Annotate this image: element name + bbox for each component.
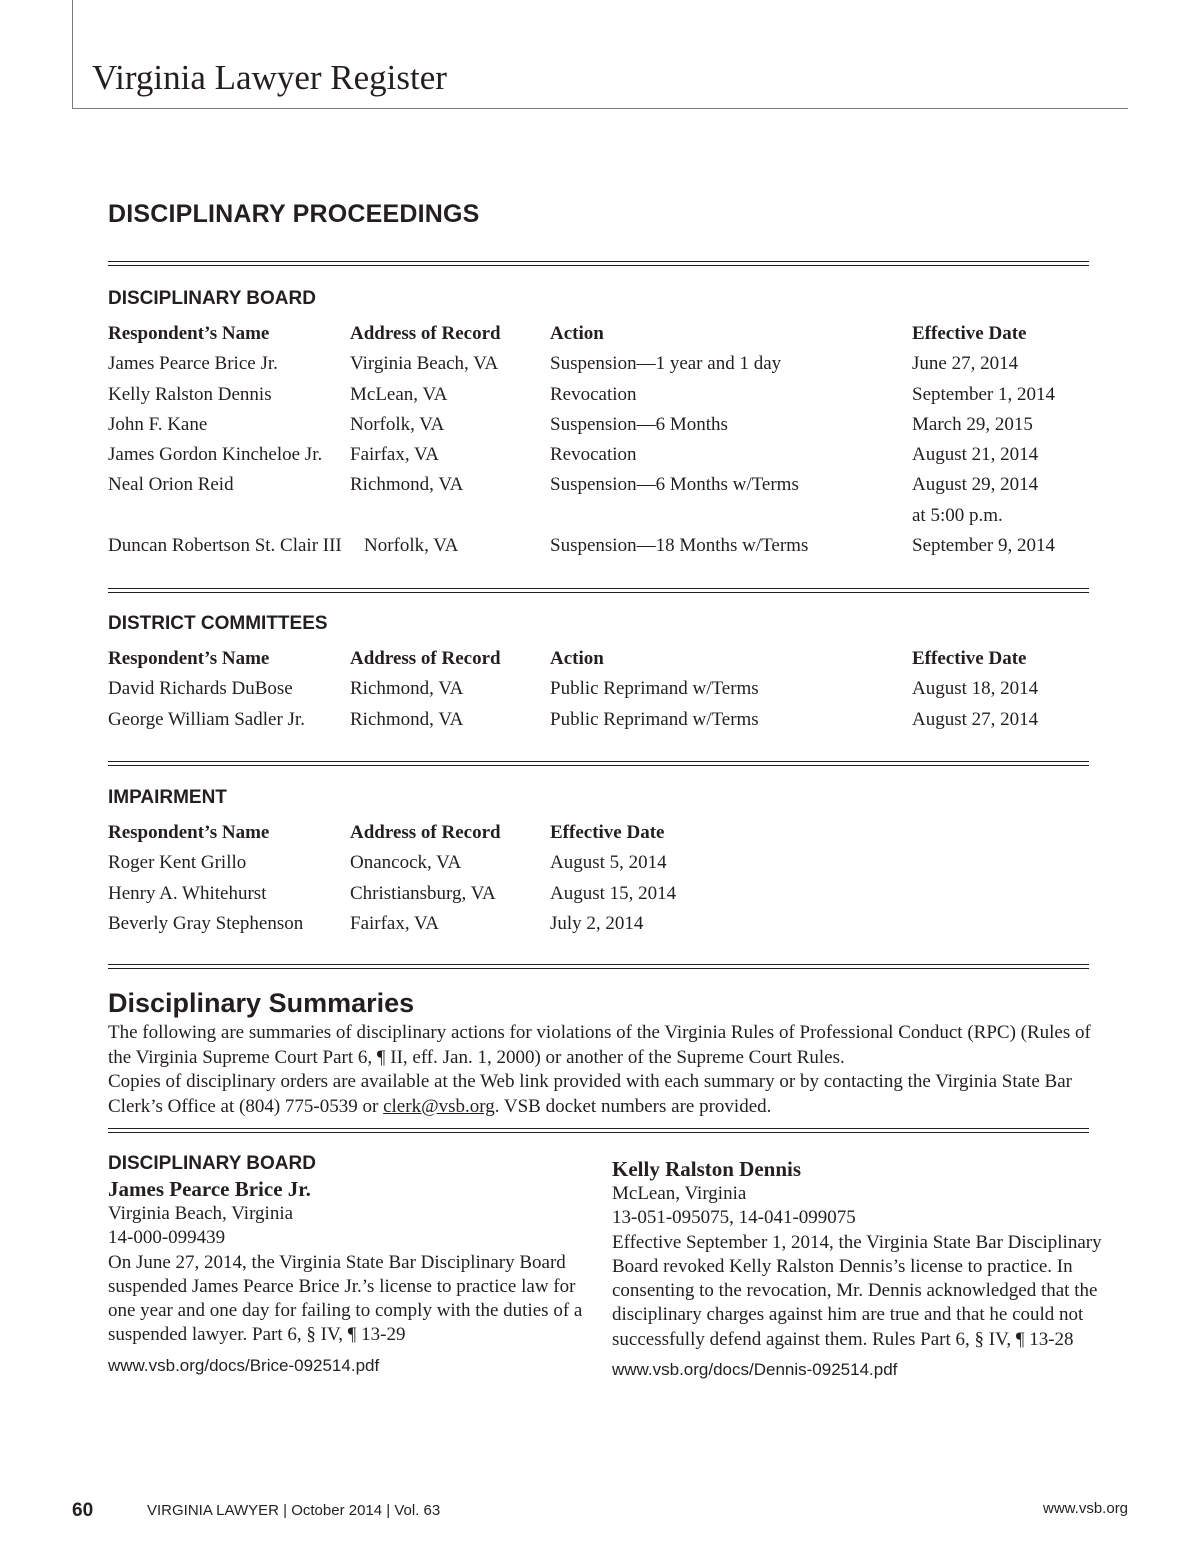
- district-table: [108, 644, 1098, 735]
- effective-date: September 1, 2014: [912, 383, 1056, 405]
- table-row: [108, 470, 1098, 500]
- intro-paragraph: The following are summaries of disciplinary actions for violations of the Virginia Rules of Professional Conduct (RPC) (Rules of the Virginia Supreme Court Part 6, ¶ II, eff. Jan. 1, 2000) or another of the Supreme Court Rules.: [108, 1022, 1091, 1068]
- action: Revocation: [550, 383, 637, 405]
- case-summary: Effective September 1, 2014, the Virginia State Bar Disciplinary Board revoked Kelly Ralston Dennis’s license to practice. In consenting to the revocation, Mr. Dennis acknowledged that the disciplinary charges against him are true and that he could not successfully defend against them. Rules Part 6, § IV, ¶ 13-28: [612, 1231, 1102, 1350]
- intro-text: . VSB docket numbers are provided.: [494, 1095, 772, 1117]
- header-horizontal-rule: [72, 108, 1128, 109]
- column-header: Effective Date: [912, 648, 1027, 669]
- column-header: Address of Record: [350, 323, 501, 344]
- action: Suspension—1 year and 1 day: [550, 353, 782, 375]
- case-summary: On June 27, 2014, the Virginia State Bar Disciplinary Board suspended James Pearce Brice Jr.’s license to practice law for one year and one day for failing to comply with the duties of a suspended lawyer. Part 6, § IV, ¶ 13-29: [108, 1251, 583, 1346]
- table-row: [108, 531, 1098, 561]
- effective-date: August 18, 2014: [912, 678, 1039, 700]
- summaries-title: Disciplinary Summaries: [108, 988, 415, 1018]
- clerk-email-link[interactable]: clerk@vsb.org: [383, 1095, 495, 1117]
- respondent-name: Neal Orion Reid: [108, 474, 234, 496]
- board-heading: DISCIPLINARY BOARD: [108, 288, 316, 309]
- summary-right-column: [612, 1156, 1102, 1382]
- case-name: James Pearce Brice Jr.: [108, 1177, 311, 1201]
- double-rule: [108, 761, 1089, 766]
- effective-date: August 27, 2014: [912, 708, 1039, 730]
- table-row: [108, 501, 1098, 531]
- summary-left-column: [108, 1152, 593, 1378]
- address: Onancock, VA: [350, 852, 462, 874]
- case-name: Kelly Ralston Dennis: [612, 1157, 802, 1181]
- double-rule: [108, 588, 1089, 593]
- impairment-heading: IMPAIRMENT: [108, 787, 227, 808]
- action: Public Reprimand w/Terms: [550, 678, 759, 700]
- column-header: Respondent’s Name: [108, 822, 270, 843]
- table-row: [108, 909, 1098, 939]
- column-header: Respondent’s Name: [108, 648, 270, 669]
- address: Virginia Beach, VA: [350, 353, 499, 375]
- board-table: [108, 319, 1098, 561]
- respondent-name: Duncan Robertson St. Clair III: [108, 535, 342, 557]
- table-row: [108, 705, 1098, 735]
- address: Norfolk, VA: [350, 413, 445, 435]
- action: Public Reprimand w/Terms: [550, 708, 759, 730]
- district-heading: DISTRICT COMMITTEES: [108, 613, 328, 634]
- action: Suspension—6 Months w/Terms: [550, 474, 799, 496]
- address: Richmond, VA: [350, 678, 464, 700]
- case-link[interactable]: www.vsb.org/docs/Dennis-092514.pdf: [612, 1360, 898, 1380]
- address: Richmond, VA: [350, 708, 464, 730]
- respondent-name: Henry A. Whitehurst: [108, 882, 267, 904]
- column-header: Action: [550, 648, 604, 669]
- double-rule: [108, 1128, 1089, 1133]
- address: McLean, VA: [350, 383, 448, 405]
- address: Christiansburg, VA: [350, 882, 496, 904]
- respondent-name: Roger Kent Grillo: [108, 852, 247, 874]
- effective-date: August 15, 2014: [550, 882, 677, 904]
- effective-date: June 27, 2014: [912, 353, 1019, 375]
- action: Suspension—18 Months w/Terms: [550, 535, 809, 557]
- column-header: Action: [550, 323, 604, 344]
- address: Richmond, VA: [350, 474, 464, 496]
- case-location: McLean, Virginia: [612, 1183, 747, 1204]
- respondent-name: James Pearce Brice Jr.: [108, 353, 278, 375]
- impairment-table: [108, 818, 1098, 939]
- respondent-name: James Gordon Kincheloe Jr.: [108, 444, 323, 466]
- action: Suspension—6 Months: [550, 413, 728, 435]
- effective-date: August 29, 2014: [912, 474, 1039, 496]
- effective-date: September 9, 2014: [912, 535, 1056, 557]
- effective-date: March 29, 2015: [912, 413, 1033, 435]
- table-header-row: [108, 319, 1098, 349]
- table-header-row: [108, 818, 1098, 848]
- summaries-intro: [108, 1021, 1098, 1119]
- summary-section-heading: DISCIPLINARY BOARD: [108, 1153, 316, 1174]
- running-head: Virginia Lawyer Register: [92, 58, 447, 97]
- effective-date: July 2, 2014: [550, 912, 644, 934]
- effective-time: at 5:00 p.m.: [912, 504, 1003, 526]
- column-header: Address of Record: [350, 648, 501, 669]
- address: Fairfax, VA: [350, 444, 440, 466]
- double-rule: [108, 261, 1089, 266]
- effective-date: August 5, 2014: [550, 852, 667, 874]
- respondent-name: George William Sadler Jr.: [108, 708, 305, 730]
- column-header: Address of Record: [350, 822, 501, 843]
- table-row: [108, 674, 1098, 704]
- magazine-footer: VIRGINIA LAWYER | October 2014 | Vol. 63: [147, 1502, 441, 1519]
- table-row: [108, 879, 1098, 909]
- case-docket: 13-051-095075, 14-041-099075: [612, 1207, 856, 1229]
- respondent-name: David Richards DuBose: [108, 678, 293, 700]
- table-row: [108, 848, 1098, 878]
- intro-paragraph: [108, 1070, 1098, 1119]
- address: Fairfax, VA: [350, 912, 440, 934]
- column-header: Respondent’s Name: [108, 323, 270, 344]
- table-row: [108, 349, 1098, 379]
- action: Revocation: [550, 444, 637, 466]
- respondent-name: Beverly Gray Stephenson: [108, 912, 304, 934]
- table-row: [108, 380, 1098, 410]
- header-vertical-rule: [72, 0, 73, 108]
- table-row: [108, 440, 1098, 470]
- table-row: [108, 410, 1098, 440]
- case-link[interactable]: www.vsb.org/docs/Brice-092514.pdf: [108, 1355, 380, 1375]
- respondent-name: Kelly Ralston Dennis: [108, 383, 272, 405]
- address: Norfolk, VA: [364, 535, 459, 557]
- page-title: DISCIPLINARY PROCEEDINGS: [108, 200, 480, 228]
- effective-date: August 21, 2014: [912, 444, 1039, 466]
- footer-url[interactable]: www.vsb.org: [1043, 1500, 1129, 1517]
- double-rule: [108, 964, 1089, 969]
- intro-text: Copies of disciplinary orders are available at the Web link provided with each summary or by contacting the Virginia State Bar Clerk’s Office at (804) 775-0539 or: [108, 1071, 1072, 1117]
- column-header: Effective Date: [912, 323, 1027, 344]
- page-number: 60: [72, 1500, 94, 1521]
- column-header: Effective Date: [550, 822, 665, 843]
- case-location: Virginia Beach, Virginia: [108, 1203, 294, 1224]
- respondent-name: John F. Kane: [108, 413, 208, 435]
- table-header-row: [108, 644, 1098, 674]
- case-docket: 14-000-099439: [108, 1227, 226, 1249]
